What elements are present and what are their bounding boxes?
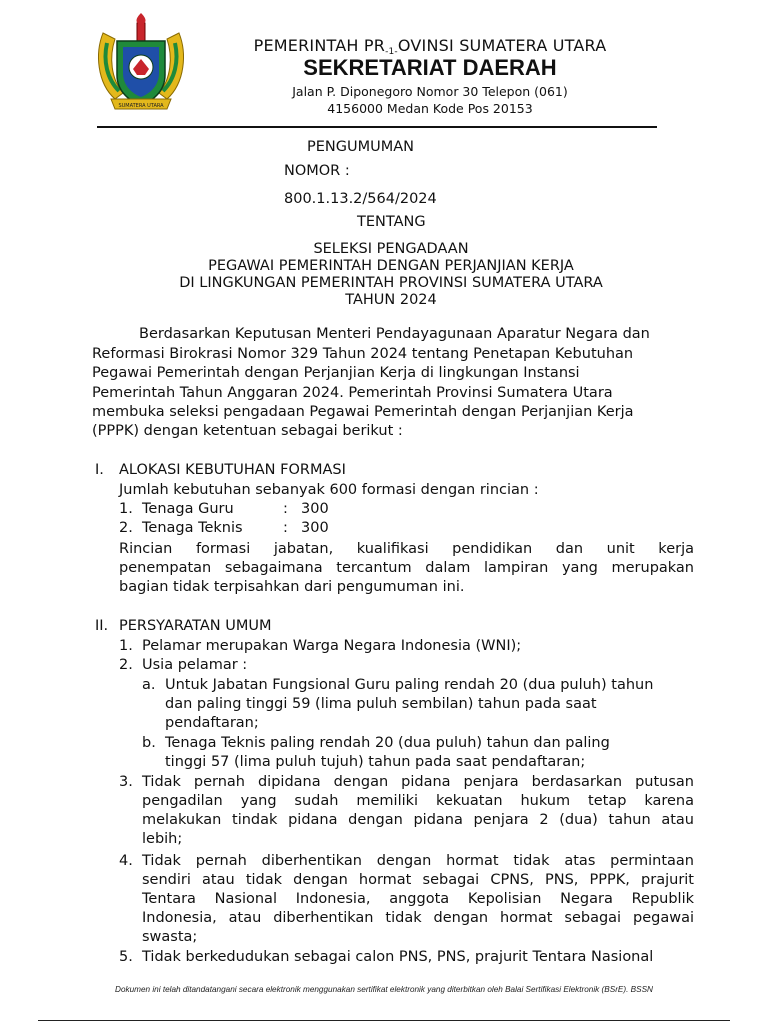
nomor-value: 800.1.13.2/564/2024 [284,191,437,207]
pengumuman-heading: PENGUMUMAN [307,139,415,155]
formasi-value: 300 [301,520,329,536]
list-number: 3. [119,774,133,790]
footer-divider [38,1020,730,1021]
sub-list-letter: b. [142,735,156,751]
requirement-text: Untuk Jabatan Fungsional Guru paling rendah 20 (dua puluh) tahun [165,677,654,693]
logo-ribbon-text: SUMATERA UTARA [118,103,164,109]
sub-list-letter: a. [142,677,156,693]
nomor-label: NOMOR : [284,163,350,179]
requirement-text: Pelamar merupakan Warga Negara Indonesia (WNI); [142,638,522,654]
section-title: ALOKASI KEBUTUHAN FORMASI [119,462,346,478]
subject-line: TAHUN 2024 [345,292,437,308]
list-number: 2. [119,520,133,536]
page-number: -1- [385,47,398,57]
requirement-text: melakukan tindak pidana dengan pidana penjara 2 (dua) tahun atau [142,812,694,828]
subject-line: PEGAWAI PEMERINTAH DENGAN PERJANJIAN KERJA [208,258,574,274]
formasi-label: Tenaga Guru [142,501,234,517]
header-government-name: PEMERINTAH $PR^{-1-}OVINSI$ SUMATERA UTARA [253,36,607,57]
requirement-text: dan paling tinggi 59 (lima puluh sembilan) tahun pada saat [165,696,597,712]
formasi-separator: : [283,501,288,517]
list-number: 4. [119,853,133,869]
subject-line: SELEKSI PENGADAAN [313,241,469,257]
header-address-line1: Jalan P. Diponegoro Nomor 30 Telepon (061) [292,84,568,99]
intro-line: Reformasi Birokrasi Nomor 329 Tahun 2024 tentang Penetapan Kebutuhan [92,346,634,362]
list-number: 2. [119,657,133,673]
requirement-text: Usia pelamar : [142,657,248,673]
list-number: 1. [119,501,133,517]
requirement-text: pengadilan yang sudah memiliki kekuatan hukum tetap karena [142,793,694,809]
requirement-text: Tentara Nasional Indonesia, anggota Kepolisian Negara Republik [142,891,694,907]
header-address-line2: 4156000 Medan Kode Pos 20153 [327,101,533,116]
requirement-text: tinggi 57 (lima puluh tujuh) tahun pada saat pendaftaran; [165,754,586,770]
intro-line: Pegawai Pemerintah dengan Perjanjian Kerja di lingkungan Instansi [92,365,580,381]
formasi-value: 300 [301,501,329,517]
requirement-text: Tidak berkedudukan sebagai calon PNS, PNS, prajurit Tentara Nasional [142,949,654,965]
requirement-text: Tidak pernah diberhentikan dengan hormat tidak atas permintaan [142,853,694,869]
section-note-line: bagian tidak terpisahkan dari pengumuman ini. [119,579,465,595]
list-number: 1. [119,638,133,654]
section-note-line: penempatan sebagaimana tercantum dalam lampiran yang merupakan [119,560,694,576]
section-number: I. [95,462,104,478]
requirement-text: swasta; [142,929,198,945]
requirement-text: Indonesia, atau diberhentikan tidak dengan hormat sebagai pegawai [142,910,694,926]
intro-line: membuka seleksi pengadaan Pegawai Pemerintah dengan Perjanjian Kerja [92,404,634,420]
list-number: 5. [119,949,133,965]
requirement-text: Tidak pernah dipidana dengan pidana penjara berdasarkan putusan [142,774,694,790]
requirement-text: Tenaga Teknis paling rendah 20 (dua puluh) tahun dan paling [165,735,610,751]
intro-line: Berdasarkan Keputusan Menteri Pendayagunaan Aparatur Negara dan [139,326,650,342]
subject-line: DI LINGKUNGAN PEMERINTAH PROVINSI SUMATERA UTARA [179,275,603,291]
requirement-text: pendaftaran; [165,715,259,731]
intro-line: Pemerintah Tahun Anggaran 2024. Pemerintah Provinsi Sumatera Utara [92,385,613,401]
requirement-text: lebih; [142,831,183,847]
intro-line: (PPPK) dengan ketentuan sebagai berikut : [92,423,403,439]
section-number: II. [95,618,109,634]
section-title: PERSYARATAN UMUM [119,618,272,634]
section-lead: Jumlah kebutuhan sebanyak 600 formasi dengan rincian : [119,482,539,498]
electronic-signature-footer: Dokumen ini telah ditandatangani secara elektronik menggunakan sertifikat elektronik yang diterbitkan oleh Balai Sertifikasi Elektronik (BSrE). BSSN [115,985,653,994]
formasi-separator: : [283,520,288,536]
requirement-text: sendiri atau tidak dengan hormat sebagai CPNS, PNS, PPPK, prajurit [142,872,694,888]
header-title: SEKRETARIAT DAERAH [303,55,557,80]
formasi-label: Tenaga Teknis [142,520,243,536]
section-note-line: Rincian formasi jabatan, kualifikasi pendidikan dan unit kerja [119,541,694,557]
tentang-heading: TENTANG [357,214,426,230]
header-divider [97,126,657,128]
